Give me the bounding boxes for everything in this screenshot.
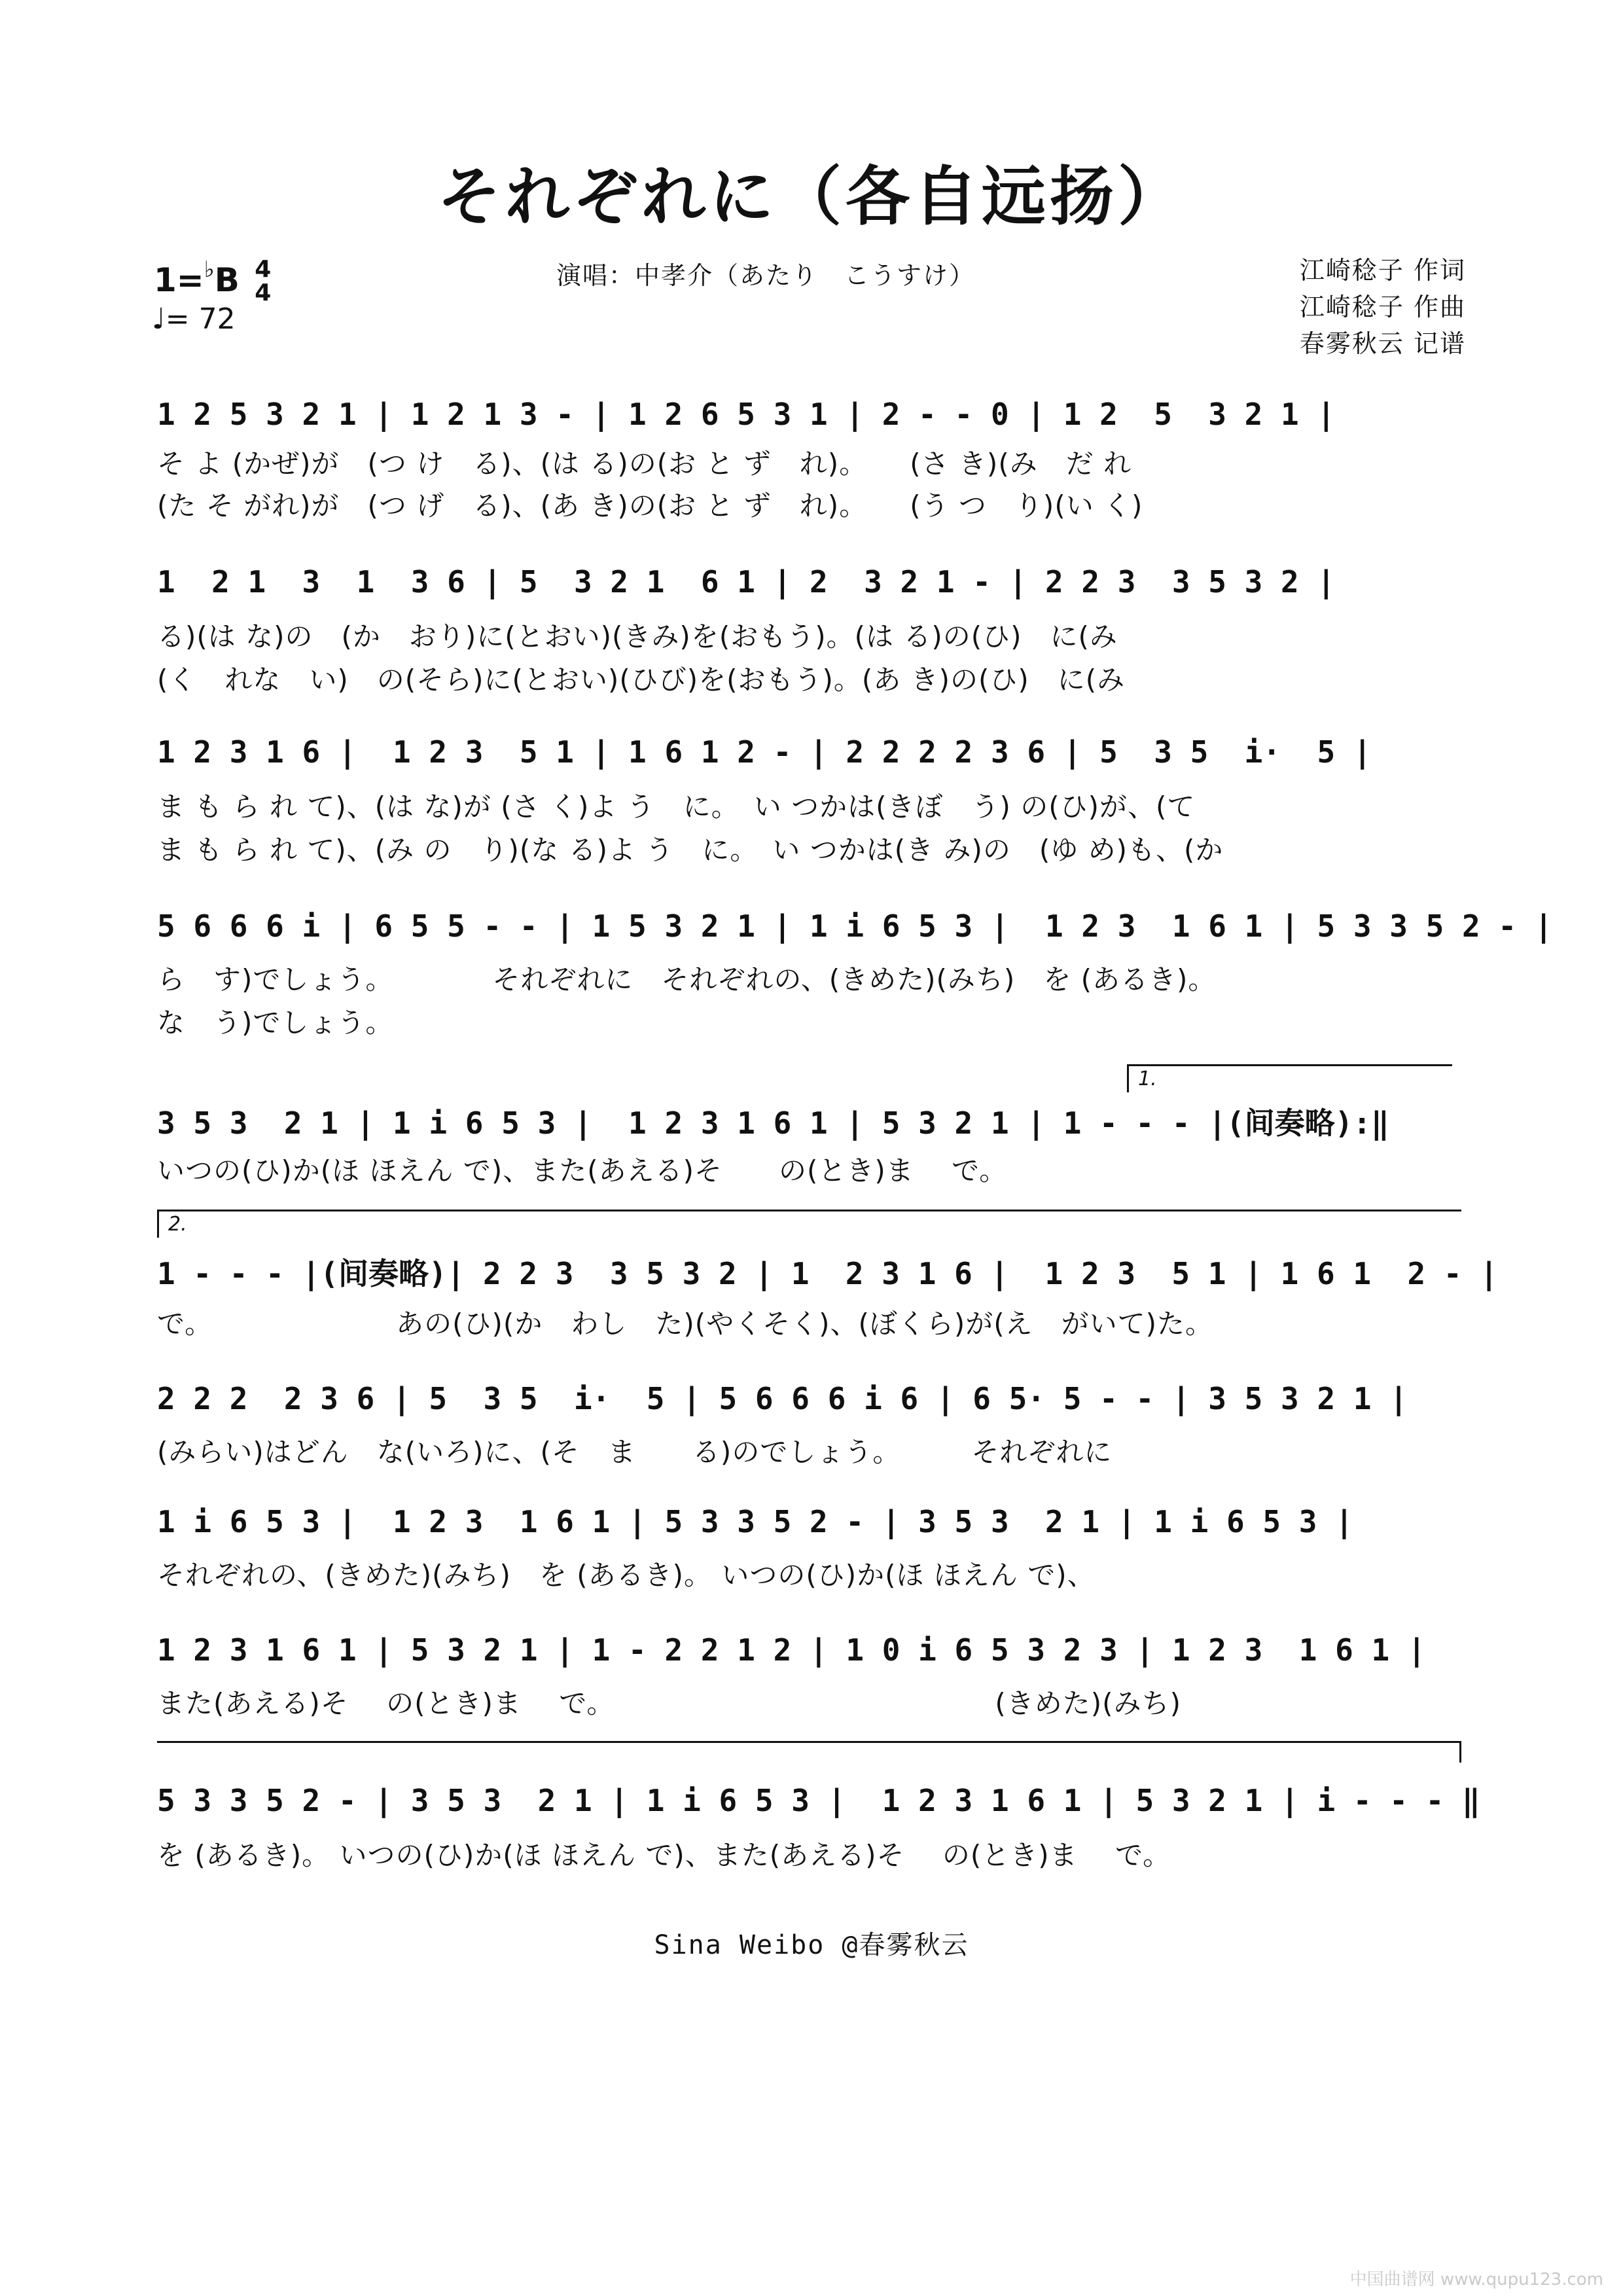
lyric-line: な う)でしょう。 — [157, 1007, 394, 1039]
notation-row: 1 2 3 1 6 1 | 5 3 2 1 | 1 - 2 2 1 2 | 1 0 i 6 5 3 2 3 | 1 2 3 1 6 1 | — [157, 1632, 1426, 1668]
lyricist-credit: 江崎稔子 作词 — [1299, 256, 1466, 285]
footer-credit: Sina Weibo @春雾秋云 — [654, 1930, 969, 1960]
notation-row: 5 3 3 5 2 - | 3 5 3 2 1 | 1 i 6 5 3 | 1 2 3 1 6 1 | 5 3 2 1 | i - - - ‖ — [157, 1783, 1480, 1818]
notation-row: 5 6 6 6 i | 6 5 5 - - | 1 5 3 2 1 | 1 i 6 5 3 | 1 2 3 1 6 1 | 5 3 3 5 2 - | — [157, 908, 1553, 944]
notation-row: 2 2 2 2 3 6 | 5 3 5 i· 5 | 5 6 6 6 i 6 | 6 5· 5 - - | 3 5 3 2 1 | — [157, 1381, 1408, 1416]
site-watermark: 中国曲谱网 www.qupu123.com — [1349, 2270, 1603, 2289]
notation-row: 1 2 3 1 6 | 1 2 3 5 1 | 1 6 1 2 - | 2 2 2 2 3 6 | 5 3 5 i· 5 | — [157, 734, 1372, 770]
lyric-line: (みらい)はどん な(いろ)に、(そ ま る)のでしょう。 それぞれに — [157, 1436, 1113, 1468]
closing-bracket — [157, 1741, 1461, 1763]
lyric-line: ら す)でしょう。 それぞれに それぞれの、(きめた)(みち) を (あるき)。 — [157, 963, 1217, 996]
notation-row: 3 5 3 2 1 | 1 i 6 5 3 | 1 2 3 1 6 1 | 5 3 2 1 | 1 - - - |(间奏略):‖ — [157, 1105, 1389, 1141]
lyric-line: いつの(ひ)か(ほ ほえん で)、また(あえる)そ の(とき)ま で。 — [157, 1155, 1008, 1187]
lyric-line: (く れな い) の(そら)に(とおい)(ひび)を(おもう)。(あ き)の(ひ) に(み — [157, 664, 1126, 696]
composer-credit: 江崎稔子 作曲 — [1299, 293, 1466, 321]
notation-row: 1 i 6 5 3 | 1 2 3 1 6 1 | 5 3 3 5 2 - | 3 5 3 2 1 | 1 i 6 5 3 | — [157, 1504, 1353, 1539]
lyric-line: (た そ がれ)が (つ げ る)、(あ き)の(お と ず れ)。 (う つ り)(い く) — [157, 490, 1143, 522]
transcriber-credit: 春雾秋云 记谱 — [1299, 329, 1466, 358]
volta-bracket-1 — [1127, 1064, 1452, 1092]
credits — [1300, 252, 1466, 362]
lyric-line: で。 あの(ひ)(か わし た)(やくそく)、(ぼくら)が(え がいて)た。 — [157, 1308, 1214, 1340]
tempo-mark: ♩= 72 — [152, 302, 236, 336]
lyric-line: る)(は な)の (か おり)に(とおい)(きみ)を(おもう)。(は る)の(ひ) に(み — [157, 620, 1118, 653]
key-signature — [154, 257, 271, 305]
key-prefix: 1= — [154, 261, 204, 299]
flat-symbol: ♭ — [204, 257, 215, 283]
notation-row: 1 2 1 3 1 3 6 | 5 3 2 1 6 1 | 2 3 2 1 - | 2 2 3 3 5 3 2 | — [157, 564, 1336, 600]
lyric-line: そ よ (かぜ)が (つ け る)、(は る)の(お と ず れ)。 (さ き)(み だ れ — [157, 448, 1132, 480]
lyric-line: ま も ら れ て)、(は な)が (さ く)よ う に。 い つかは(きぼ う) の(ひ)が、(て — [157, 791, 1196, 823]
notation-row: 1 - - - |(间奏略)| 2 2 3 3 5 3 2 | 1 2 3 1 6 | 1 2 3 5 1 | 1 6 1 2 - | — [157, 1256, 1498, 1291]
volta-bracket-2 — [157, 1210, 1461, 1238]
time-signature — [255, 258, 271, 305]
song-title: それぞれに（各自远扬） — [437, 160, 1186, 234]
lyric-line: また(あえる)そ の(とき)ま で。 (きめた)(みち) — [157, 1687, 1181, 1719]
volta-2-label: 2. — [168, 1213, 187, 1236]
time-bottom: 4 — [255, 279, 272, 306]
lyric-line: それぞれの、(きめた)(みち) を (あるき)。 いつの(ひ)か(ほ ほえん で)、 — [157, 1559, 1096, 1591]
key-note: B — [214, 261, 240, 299]
lyric-line: ま も ら れ て)、(み の り)(な る)よ う に。 い つかは(き み)の (ゆ め)も、(か — [157, 834, 1224, 866]
volta-1-label: 1. — [1138, 1067, 1157, 1090]
time-top: 4 — [255, 256, 272, 283]
lyric-line: を (あるき)。 いつの(ひ)か(ほ ほえん で)、また(あえる)そ の(とき)ま で。 — [157, 1839, 1171, 1871]
notation-row: 1 2 5 3 2 1 | 1 2 1 3 - | 1 2 6 5 3 1 | 2 - - 0 | 1 2 5 3 2 1 | — [157, 397, 1336, 432]
singer-credit: 演唱：中孝介（あたり こうすけ） — [556, 261, 976, 290]
